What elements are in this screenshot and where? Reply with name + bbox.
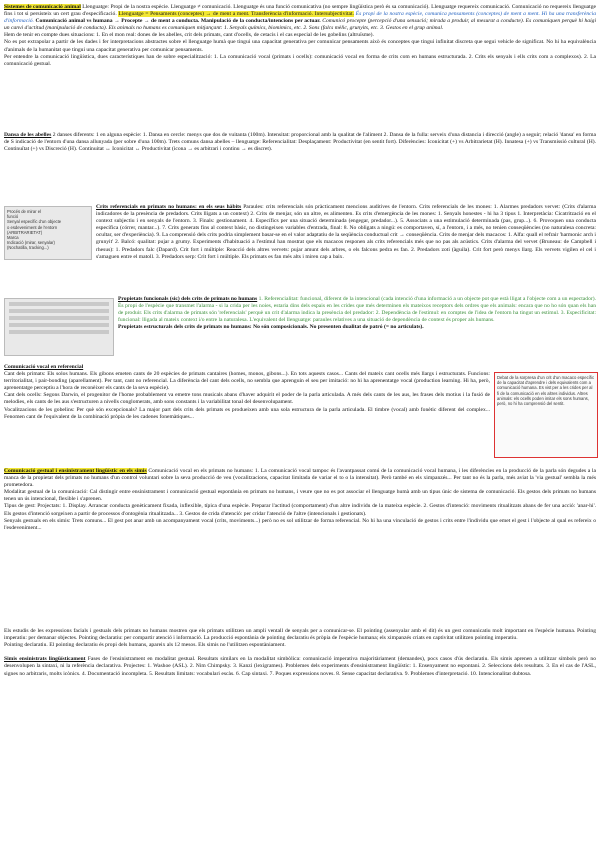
section-title: Comunicació vocal en referencial: [4, 364, 84, 370]
paragraph: Crits d'alarma del vervet (Bruneau: de Campbell i rhesus): 1. Predadors falc (Dapard). Crit fort i múltiple: Reacció dels altres vervets: pujar amunt dels arbres, o els falcons pedra es fan. 2. Predadors zoti (àguila). Crit fort però menys llarg. Els vervets vigilen el cel i s'amaguen entre el matoll. 3. Predadors serp: Crit fort i múltiple. Els primats es fan més alts i miren cap a baix.: [96, 239, 596, 260]
paragraph: Comunicació vocal en els primats no humans: 1. La comunicació vocal tampoc és l'avantpassat comú de la comunicació vocal humana, i les diferències en la producció de la parla són degudes a la manca de la propietat dels primats no humans d'un control voluntari sobre la seva producció de veu (vocalitzacions, capacitat limitada de variar el to o la intensitat). Però també en els ximpanzés... Per tant no és la parla, més aviat la 'via gestual' sembla la més prometedora.: [4, 468, 596, 489]
bold-paragraph: Comunicació animal vs humana → Procepte → de ment a conducta. Manipulació de la conducta/intencions per actuar.: [35, 18, 321, 25]
paragraph: Hem de tenir en compte dues situacions: 1. En el mon real: dones de les abelles, crit dels primats, cant d'ocells, de cetacis i el cas especial de les gobelins (altruïsme).: [4, 32, 374, 39]
side-note-box: [494, 372, 598, 458]
caption-line: funció: [7, 214, 19, 220]
section-trained-apes: [4, 628, 596, 844]
section-functional-properties: [118, 296, 596, 354]
section-title: Propietats funcionals (sic) dels crits de primats no humans: [118, 296, 258, 302]
paragraph: Cant dels primats: Els solos humans. Els gibons emeten cants de 20 espècies de primats cantaires (homes, monos, gibons...). En tots aquests casos... Cants del mateix cant ocells més llargs i estructurats. Funcions: territorialitat, i pair-bonding (aparellament). Per tant, cant no referencial. La diferència del cant dels ocells, no sembla que aprenguin el seu per imitació: no hi ha aprenentatge vocal (production learning. Hi ha, però, aprenentatge perceptiu a l'hora de reconèixer els cants de la seva espècie).: [4, 371, 490, 392]
section-referential-calls: [96, 204, 596, 288]
paragraph: Crits de menjar dels macacos: 1. Alfa: quall el refrair 'harmonic arch i grunyit' 2. Balcó: qualitat: pujar a grumy. Experiments d'habituació a l'estímul han mostrat que els macacos responen als crits referencials més que no pas als acústics.: [96, 232, 596, 246]
section-vocal-communication: [4, 364, 490, 462]
caption-line: Marca: [7, 235, 19, 241]
italic-paragraph: Comunicó procepte (percepció d'una sensació; mirada a produir, al mesurat a conducte). Es comuniquen perquè hi haigi un canvi d'actitud (manipulació de conducta). Els animals no humans es comuniquen mitjançant: 1. Senyals químics, biomimics, etc. 2. Sons (falcs mèlic, grunyits, etc. 3. Gestos en el grup animal.: [4, 18, 596, 32]
paragraph: Pointing declaratiu. El pointing declaratiu és propi dels humans, apareix als 12 mesos. Els simis no l'utilitzen espontàniament.: [4, 642, 286, 649]
paragraph: Crits referencials de les mones: 1. Alarmes predadors vervet: (Crits d'alarma indicadores de la presència de predadors. Crits lligats a un context) 2. Crits de menjar, són un altre, es alimenten. Es crits d'emergència de les mones: 1. Senyals honestes - hi ha 3 tipus 1. Interpretàcia: Cicatrització en el context subjectiu i en senyals de l'entorn. 3. Finals: gestionament. 4. Específics per una situació determinada (engegar, predador...). 5. Associats a una estimulació determinada (pas, grup...). 6. Provoquen una conducta específica (córrer, mantar...). 7. Crits generats fins al context bàsic, no distingeixen variables d'entrada, final: 8. No obligats a ningú: es comportaven, sí, a l'entorn, i a més, no tenien conseqüències (no naturalesa concreta: ocultar, ser d'experiència). 9. La comprensió dels crits podria simplement basar-se en el valor adaptatiu de la seqüència conductual crit → conseqüència.: [96, 204, 596, 239]
paragraph: Vocalitzacions de les gobelins: Per què són excepcionals? La major part dels crits dels primats es produeixen amb una sola estructura de la parla articulada. El timbre (vocal) amb fonètic diferent del complex... Fenomen cant de l'equivalent de la combinació pròpia de les cadenes fonemàtiques...: [4, 406, 490, 420]
caption-line: (ARBITRARIETAT): [7, 229, 43, 235]
caption-line: (Nochatilla, tracking...): [7, 245, 49, 251]
section-animal-communication: [4, 4, 596, 116]
section-title: Simis ensinistrats lingüísticament: [4, 656, 86, 663]
section-bee-dance: [4, 132, 596, 180]
paragraph: Tipus de gest: Projectats: 1. Display. Arrancar conducta genèticament fixada, inflexible, típica d'una espècie. Preparar l'actitud (comportament) d'un altre individu de la mateixa espècie. 2. Gestos d'intenció: moviments ritualitzats abans de fer una acció: 'anar-hi'. Els gestos d'intenció sorgeixen a partir de processos d'ontogènia ritualitzada... 3. Gestos de crida d'atenció: per cridar l'atenció de l'altre (intencionals i gestionats).: [4, 503, 596, 517]
paragraph: 2 danses diferents: 1 en alguna espècie: 1. Dansa en cercle: menys que dos de vuitanta (100m). Intensitat: proporcional amb la qualitat de l'aliment 2. Dansa de la fulla: serveix d'una distancia i direcció (angle) a seguir; relació 'dansa' en forma de S indicació de l'entorn d'una dansa allunyada (per sobre d'una 100m). Trets comuns dansa abelles – llenguatge: Referencialitat: Desplaçament: Productivitat (en sentit fort). Diferències: Iconicitat (+) vs Arbitrarietat (H). Innatesa (+) vs Transmissió cultural (H). Continuïtat (+) vs Discreció (H). Continuitat ↔ Iconicitat ↔ Productivitat (icona → es arbitrari i continu → es discret).: [4, 132, 596, 153]
paragraph: Cant dels ocells: Segons Darwin, el progenitor de l'home probablement va emetre tons musicals abans d'haver adquirit el poder de la parla articulada. A més dels cants de les aus, les frases dels motius i la fusió de melodies, els cants de les aus s'estructuren a nivells conglomerats, amb sons constants i la variabilitat tonal del desenvolupament.: [4, 392, 490, 406]
caption-line: Indicació (mirar, senyalar): [7, 240, 55, 246]
section-title: Dansa de les abelles: [4, 132, 52, 138]
paragraph: Llenguatge: Propi de la nostra espècie. Llenguatge ≠ comunicació. Llenguatge és una funció comunicativa (no sempre lingüística però és sa comunicació). Llenguatge requereix comunicació. Comunicació no requereix llenguatge fins i tot si persisteix un cert grau d'especificació.: [4, 4, 596, 18]
caption-line: Senyal específic d'un objecte: [7, 219, 62, 225]
thumbnail-image: [4, 206, 92, 260]
thumbnail-image: [4, 298, 114, 356]
paragraph: Per entendre la comunicació lingüística, dues característiques han de sobre especialització: 1. La comunicació vocal (primats i ocells): comunicació vocal en forma de crits com en humans estructurada. 2. Crits els senyals i ells crits com a complexos). 2. La comunicació gestual.: [4, 53, 596, 67]
paragraph: Senyals gestuals en els simis: Trets comuns... El gest pot anar amb un acompanyament vocal (crits, moviments...) però no es sol utilitzar de forma referencial. No hi ha una vinculació de gestos i crits entre l'individu que emet el gest i l'objecte al qual es refereix o l'esdeveniment...: [4, 517, 596, 531]
side-note-text: Debat de la sorpresa d'un crit d'un macaco específic de la capacitat d'aprendre i dels equivalents com a comunicació humana. Es vist per a les crides per al fi de la comunicació en els altres individus. Altres animals: els ocells poden imitar els sons humans, però, no hi ha comprensió del sentit.: [497, 375, 595, 407]
caption-box: [5, 207, 89, 257]
paragraph: Modalitat gestual de la comunicació: Cal distingir entre ensinistrament i comunicació gestual espontània en primats no humans, i veure que no es pot associar el llenguatge humà amb un tipus únic de sistema de comunicació. Els gestos dels primats no humans tenen un ús intencional, flexible i s'aprenen.: [4, 489, 596, 503]
section-title: Comunicació gestual i ensinistrament lingüístic en els simis: [4, 468, 147, 474]
paragraph: Fases de l'ensinistrament en modalitat gestual. Resultats similars en la modalitat simbòlica: comunicació imperativa majoritàriament (demandes), pocs casos d'ús declaratiu. Els simis aprenen a utilitzar símbols però no desenvolupen la sintaxi, ni la referència declarativa. Projectes: 1. Washoe (ASL). 2. Nim Chimpsky. 3. Kanzi (lexigrames). Problemes dels experiments d'ensinistrament lingüístic: 1. Ensenyament no espontani. 2. Seleccions dels resultats. 3. En el cas de l'ASL, signes no arbitraris, molts icònics. 4. Documentació incompleta. 5. Resultats limitats: vocabulari escàs. 6. Cap sintaxi. 7. Poques expressions noves. 8. Sense capacitat declarativa. 9. Problemes d'interpretació. 10. Intencionalitat dubtosa.: [4, 656, 596, 677]
caption-line: o esdeveniment de l'entorn: [7, 224, 58, 230]
section-gestural-communication: [4, 468, 596, 608]
section-title: Sistemes de comunicació animal: [4, 4, 81, 10]
caption-line: Procés de mirar el: [7, 209, 41, 214]
italic-paragraph: És propi de la nostra espècie, comunica pensaments (conceptes) de ment a ment. Hi ha una transferència d'informació.: [4, 11, 596, 25]
section-title: Crits referencials en primats no humans: en els seus hàbits: [96, 204, 242, 210]
highlighted-paragraph: Llenguatge = Pensaments (conceptes) → de ment a ment. Transferència d'informació. Intersubjectivitat.: [118, 11, 354, 18]
paragraph: Paraules: crits referencials són pràcticament mencions auditives de l'entorn.: [243, 204, 418, 210]
paragraph: 1. Referencialitat: funcional, diferent de la intencional (cada intenció d'una informació a un objecte pot que està lligat a l'objecte com a un espectador). És propi de l'espècie que transmet l'alarma - si la crida per les noies, estaria dins dels espais en les crides que més determinen els mateixos receptors dels ordres que els animals: encara que no ho són quan els han de produir. Els crits d'alarma de primats són 'referencials' perquè un crit d'alarma indica la presència del predador: 2. Dependència de l'estímul: en comptes de l'idea de l'entorn ha tingut un estímul. 3. Especificitat: funcional: lligada al mateix context i/o entre la naturalesa. L'equivalent del llenguatge: paraules relatives a una situació de dependència de context és proper als humans.: [118, 296, 596, 324]
paragraph: Propietats estructurals dels crits de primats no humans: No són composicionals. No presenten dualitat de patró (= no articulats).: [118, 324, 424, 331]
paragraph: No es pot extrapolar a partir de les dades i fer interpretacions abstractes sobre el llenguatge humà que tingui una capacitat generativa per comunicar pensaments això és conceptes que tingui infinitat discreta que segui vehicle de significat. No hi ha equivalència d'animals de la humanitat que tingui una capacitat generativa per comunicar pensaments.: [4, 39, 596, 53]
paragraph: Els estudis de les expressions facials i gestuals dels primats no humans mostren que els primats utilitzen un ampli ventall de senyals per a comunicar-se. El pointing (assenyalar amb el dit) és un gest comunicatiu molt important en l'espècie humana. Pointing imperatiu: per demanar objectes. Pointing declaratiu: per compartir atenció i informació. La producció espontània de pointing declaratiu és pròpia de l'espècie humana; els ximpanzés criats en captivitat utilitzen pointing imperatiu.: [4, 628, 596, 642]
